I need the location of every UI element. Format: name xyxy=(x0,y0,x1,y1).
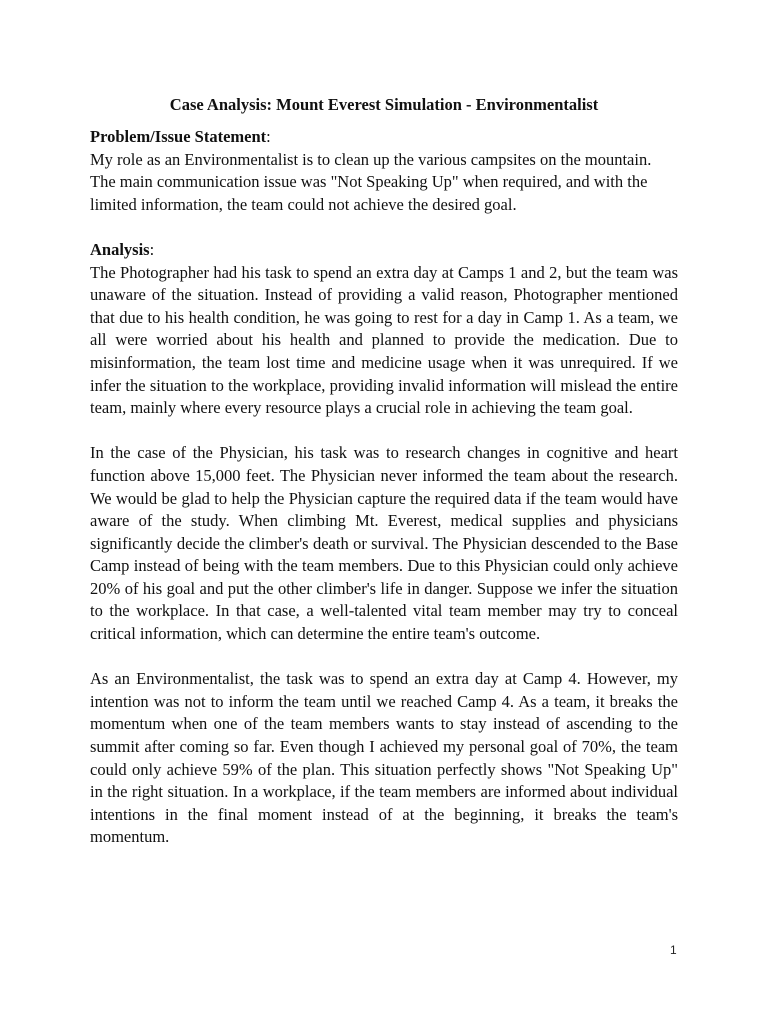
paragraph-gap xyxy=(90,420,678,443)
analysis-heading-text: Analysis xyxy=(90,239,150,259)
analysis-heading xyxy=(90,239,678,262)
analysis-paragraph-photographer: The Photographer had his task to spend an extra day at Camps 1 and 2, but the team was unaware of the situation. Instead of providing a valid reason, Photographer mentioned that due to his health condition, he was going to rest for a day in Camp 1. As a team, we all were worried about his health and planned to provide the medication. Due to misinformation, the team lost time and medicine usage when it was unrequired. If we infer the situation to the workplace, providing invalid information will mislead the entire team, mainly where every resource plays a crucial role in achieving the team goal. xyxy=(90,262,678,418)
problem-heading-text: Problem/Issue Statement xyxy=(90,127,267,146)
paragraph-gap xyxy=(90,646,678,669)
document-body xyxy=(90,126,678,849)
document-title: Case Analysis: Mount Everest Simulation - Environmentalist xyxy=(169,95,599,114)
problem-heading xyxy=(90,126,678,149)
problem-heading-colon: : xyxy=(266,127,271,146)
section-gap xyxy=(90,216,678,239)
analysis-paragraph-physician: In the case of the Physician, his task was to research changes in cognitive and heart function above 15,000 feet. The Physician never informed the team about the research. We would be glad to help the Physician capture the required data if the team would have aware of the study. When climbing Mt. Everest, medical supplies and physicians significantly decide the climber's death or survival. The Physician descended to the Base Camp instead of being with the team members. Due to this Physician could only achieve 20% of his goal and put the other climber's life in danger. Suppose we infer the situation to the workplace. In that case, a well-talented vital team member may try to conceal critical information, which can determine the entire team's outcome. xyxy=(90,443,678,644)
analysis-paragraph-environmentalist: As an Environmentalist, the task was to spend an extra day at Camp 4. However, my intention was not to inform the team until we reached Camp 4. As a team, it breaks the momentum when one of the team members wants to stay instead of ascending to the summit after coming so far. Even though I achieved my personal goal of 70%, the team could only achieve 59% of the plan. This situation perfectly shows "Not Speaking Up" in the right situation. In a workplace, if the team members are informed about individual intentions in the final moment instead of at the beginning, it breaks the team's momentum. xyxy=(90,669,678,847)
page-number: 1 xyxy=(670,943,677,957)
analysis-heading-colon: : xyxy=(149,239,155,259)
problem-paragraph: My role as an Environmentalist is to clean up the various campsites on the mountain. The main communication issue was "Not Speaking Up" when required, and with the limited information, the team could not achieve the desired goal. xyxy=(90,149,652,214)
